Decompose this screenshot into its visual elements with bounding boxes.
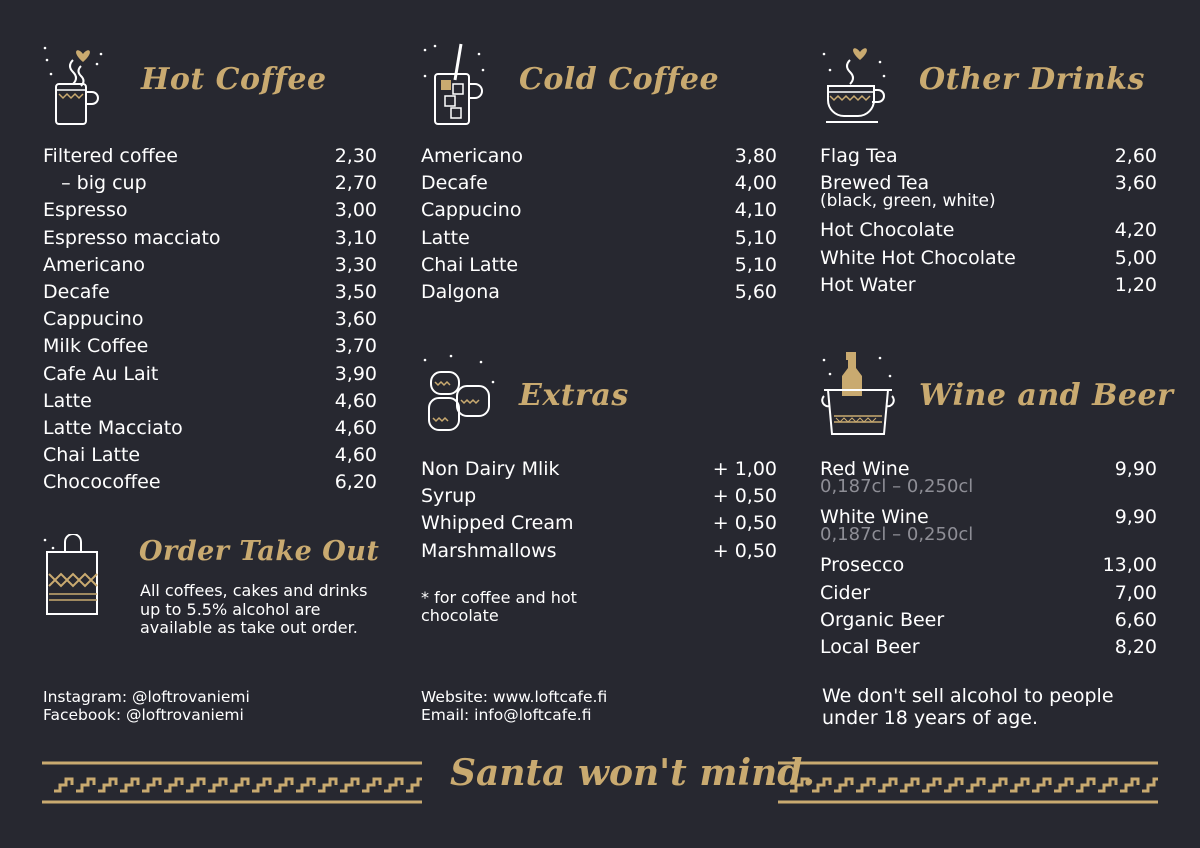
menu-item [421,143,777,170]
item-price: 3,80 [734,145,777,167]
extras-list [421,456,777,565]
menu-item [421,456,777,483]
item-price: 7,00 [1114,581,1157,604]
menu-item [820,217,1157,244]
coffee-cup-icon [43,40,105,128]
item-price: 3,90 [334,362,377,385]
item-name: Prosecco [820,554,905,577]
item-price: 5,60 [734,280,777,303]
menu-item [820,580,1157,607]
item-price: 4,60 [334,389,377,412]
section-title: Other Drinks [919,62,1145,97]
menu-item [43,469,377,496]
item-price: 4,10 [734,199,777,222]
extras-header [421,352,777,442]
section-title: Wine and Beer [919,378,1174,413]
item-name: Cider [820,581,871,604]
item-name: Americano [43,253,146,276]
item-name: Red Wine [820,458,910,480]
item-name: Marshmallows [421,539,557,562]
item-price: 4,60 [334,444,377,467]
other-drinks-header [820,40,1157,130]
wine-bucket-icon [820,350,896,440]
item-price: 3,50 [334,280,377,303]
item-name: Cappucino [421,199,522,222]
item-price: + 0,50 [712,512,777,535]
item-name: Latte [421,226,470,249]
item-name: Latte [43,389,92,412]
item-name: Americano [421,145,524,167]
website-text: Website: www.loftcafe.fi [421,688,608,706]
item-name: White Wine [820,506,929,529]
item-name: Filtered coffee [43,145,178,167]
menu-item [43,442,377,469]
extras-note: * for coffee and hot chocolate [421,588,577,625]
item-name: Syrup [421,485,477,508]
menu-item [421,252,777,279]
menu-item [820,634,1157,661]
menu-item [43,197,377,224]
item-name: Hot Chocolate [820,219,955,242]
menu-item [820,245,1157,272]
item-subtext: 0,187cl – 0,250cl [820,476,974,497]
item-name: Cappucino [43,308,144,331]
menu-item [43,143,377,170]
item-price: 8,20 [1114,635,1157,658]
item-price: 5,10 [734,253,777,276]
menu-item [820,272,1157,299]
item-name: White Hot Chocolate [820,246,1016,269]
section-title: Hot Coffee [141,62,327,97]
item-price: 2,70 [334,172,377,195]
item-name: Flag Tea [820,145,898,167]
menu-item [421,170,777,197]
item-price: 3,00 [334,199,377,222]
menu-item [820,170,1157,217]
item-price: 3,30 [334,253,377,276]
item-price: 5,10 [734,226,777,249]
item-price: + 0,50 [712,539,777,562]
item-name: Latte Macciato [43,416,183,439]
iced-coffee-icon [421,40,487,128]
hot-coffee-header [43,40,377,130]
menu-item [43,388,377,415]
item-name: Non Dairy Mlik [421,458,560,480]
item-price: + 0,50 [712,485,777,508]
menu-item [43,225,377,252]
item-price: 13,00 [1102,554,1157,577]
menu-item [43,333,377,360]
take-out-text: All coffees, cakes and drinks up to 5.5% alcohol are available as take out order. [140,581,368,637]
item-price: 2,60 [1114,145,1157,167]
item-subtext: 0,187cl – 0,250cl [820,524,974,546]
item-price: 3,60 [1114,172,1157,195]
item-price: 5,00 [1114,246,1157,269]
email-text: Email: info@loftcafe.fi [421,706,592,724]
wine-beer-list [820,456,1157,661]
menu-item [820,456,1157,504]
section-title: Extras [519,378,629,413]
menu-item [421,483,777,510]
item-price: 4,20 [1114,219,1157,242]
item-name: Dalgona [421,280,500,303]
item-name: Decafe [43,280,110,303]
item-price: 1,20 [1114,273,1157,296]
section-title: Cold Coffee [519,62,720,97]
item-name: Brewed Tea [820,172,930,195]
wine-beer-header [820,350,1174,440]
item-name: Local Beer [820,635,920,658]
slogan: Santa won't mind. [450,752,815,794]
cold-coffee-header [421,40,777,130]
menu-item [43,279,377,306]
item-name: Whipped Cream [421,512,574,535]
hot-coffee-list [43,143,377,496]
menu-item [43,252,377,279]
item-name: Chococoffee [43,471,161,494]
item-price: 6,60 [1114,608,1157,631]
shopping-bag-icon [43,534,105,618]
item-name: Organic Beer [820,608,945,631]
item-price: 3,70 [334,335,377,358]
item-name: Cafe Au Lait [43,362,159,385]
tea-cup-icon [820,40,888,128]
menu-item [421,197,777,224]
right-ornament-border [778,761,1158,805]
item-name: Espresso [43,199,128,222]
other-drinks-list [820,143,1157,299]
item-price: 6,20 [334,471,377,494]
instagram-text: Instagram: @loftrovaniemi [43,688,250,706]
menu-item [820,504,1157,552]
marshmallow-icon [421,352,497,436]
menu-item [43,361,377,388]
section-title: Order Take Out [139,536,380,567]
menu-item [820,143,1157,170]
item-name: Chai Latte [421,253,519,276]
item-price: 3,10 [334,226,377,249]
menu-item [421,510,777,537]
item-price: 4,00 [734,172,777,195]
item-name: – big cup [43,172,147,195]
left-ornament-border [42,761,422,805]
cold-coffee-list [421,143,777,306]
item-name: Espresso macciato [43,226,221,249]
item-price: 2,30 [334,145,377,167]
item-price: + 1,00 [712,458,777,480]
item-price: 9,90 [1114,458,1157,480]
item-price: 9,90 [1114,506,1157,529]
item-price: 4,60 [334,416,377,439]
menu-item [43,306,377,333]
item-name: Milk Coffee [43,335,149,358]
alcohol-note: We don't sell alcohol to people under 18 years of age. [822,685,1114,729]
menu-item [421,225,777,252]
item-name: Decafe [421,172,488,195]
item-name: Hot Water [820,273,916,296]
menu-item [43,415,377,442]
item-name: Chai Latte [43,444,141,467]
item-price: 3,60 [334,308,377,331]
menu-item [421,538,777,565]
menu-item [43,170,377,197]
facebook-text: Facebook: @loftrovaniemi [43,706,244,724]
menu-item [820,552,1157,579]
item-subtext: (black, green, white) [820,191,996,212]
menu-item [421,279,777,306]
menu-item [820,607,1157,634]
